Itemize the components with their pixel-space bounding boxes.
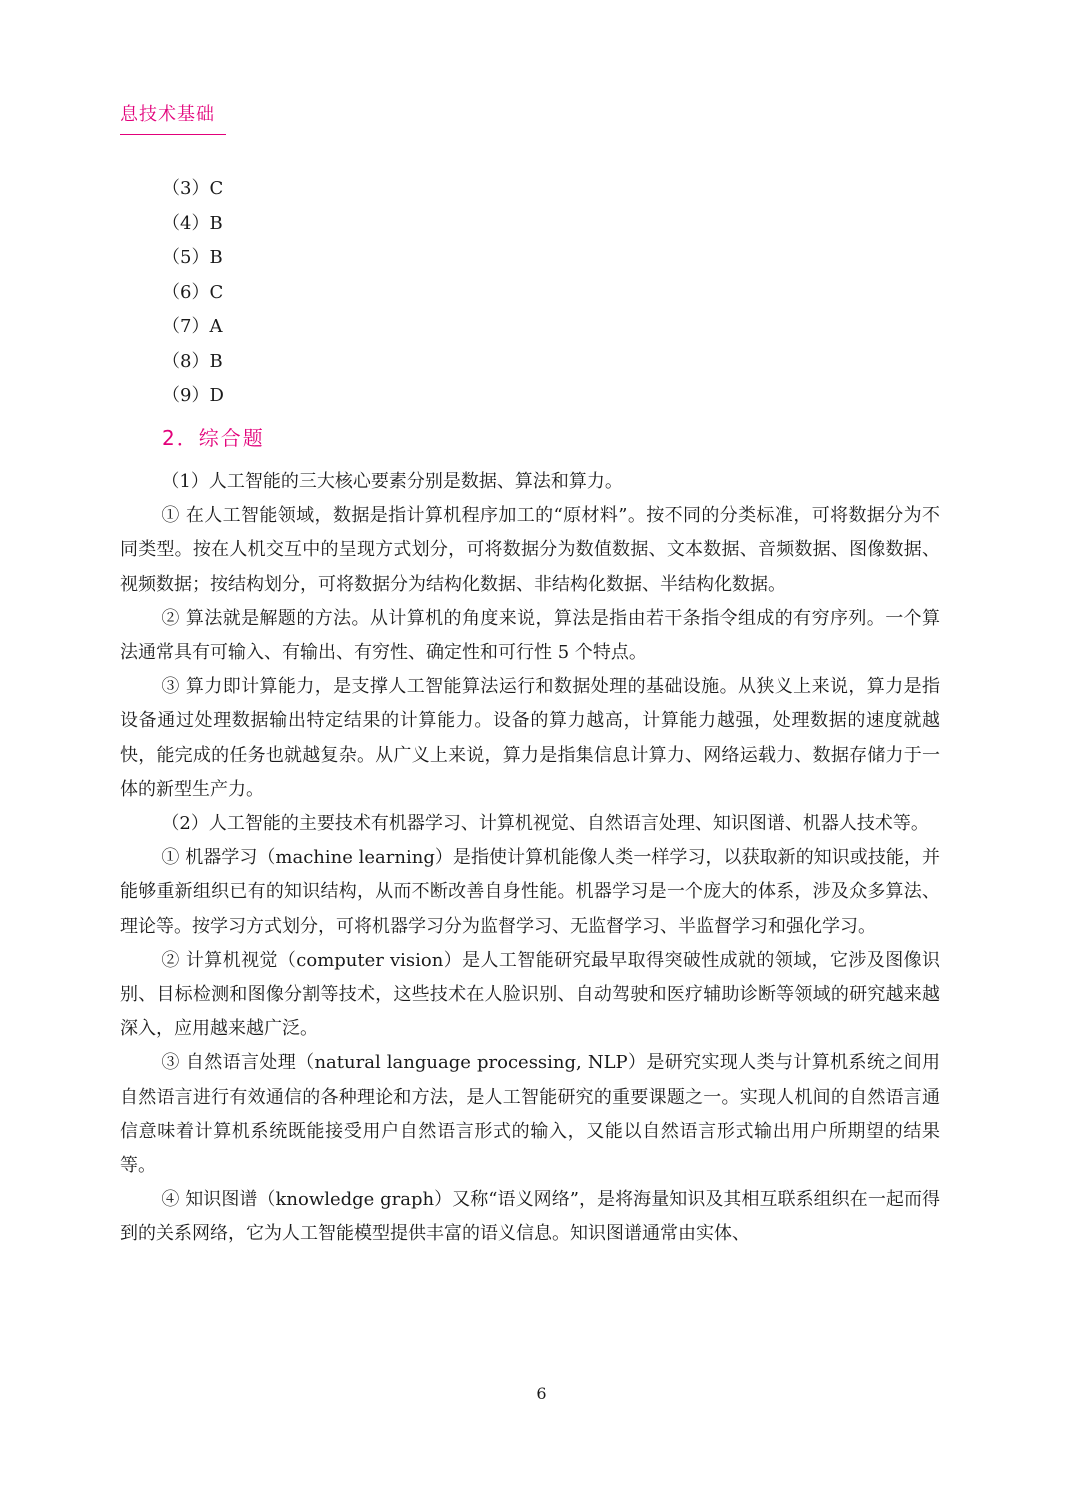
running-header-title: 息技术基础: [120, 104, 215, 125]
section-heading: 2．综合题: [162, 426, 265, 450]
paragraph: ① 在人工智能领域，数据是指计算机程序加工的“原材料”。按不同的分类标准，可将数据分为不同类型。按在人机交互中的呈现方式划分，可将数据分为数值数据、文本数据、音频数据、图像数据、视频数据；按结构划分，可将数据分为结构化数据、非结构化数据、半结构化数据。: [120, 505, 940, 595]
answer-item: （5）B: [162, 247, 223, 268]
paragraph: ④ 知识图谱（knowledge graph）又称“语义网络”，是将海量知识及其相互联系组织在一起而得到的关系网络，它为人工智能模型提供丰富的语义信息。知识图谱通常由实体、: [120, 1189, 940, 1245]
page-number: 6: [536, 1384, 547, 1403]
answer-item: （6）C: [162, 281, 224, 303]
paragraph: ③ 算力即计算能力，是支撑人工智能算法运行和数据处理的基础设施。从狭义上来说，算力是指设备通过处理数据输出特定结果的计算能力。设备的算力越高，计算能力越强，处理数据的速度就越快，能完成的任务也就越复杂。从广义上来说，算力是指集信息计算力、网络运载力、数据存储力于一体的新型生产力。: [120, 676, 940, 800]
answer-item: （7）A: [162, 316, 223, 337]
body-text: [120, 465, 940, 1252]
answer-item: （3）C: [162, 178, 224, 199]
answer-item: （8）B: [162, 350, 223, 372]
answer-item: （4）B: [162, 212, 223, 234]
running-header: [120, 100, 226, 135]
answer-item: （9）D: [162, 385, 224, 406]
paragraph: ③ 自然语言处理（natural language processing, NLP）是研究实现人类与计算机系统之间用自然语言进行有效通信的各种理论和方法，是人工智能研究的重要课题之一。实现人机间的自然语言通信意味着计算机系统既能接受用户自然语言形式的输入，又能以自然语言形式输出用户所期望的结果等。: [120, 1052, 940, 1177]
paragraph: （2）人工智能的主要技术有机器学习、计算机视觉、自然语言处理、知识图谱、机器人技术等。: [161, 813, 929, 835]
paragraph: ② 算法就是解题的方法。从计算机的角度来说，算法是指由若干条指令组成的有穷序列。一个算法通常具有可输入、有输出、有穷性、确定性和可行性 5 个特点。: [120, 607, 940, 664]
paragraph: ② 计算机视觉（computer vision）是人工智能研究最早取得突破性成就的领域，它涉及图像识别、目标检测和图像分割等技术，这些技术在人脸识别、自动驾驶和医疗辅助诊断等领域的研究越来越深入，应用越来越广泛。: [120, 949, 940, 1040]
paragraph: （1）人工智能的三大核心要素分别是数据、算法和算力。: [161, 471, 623, 492]
answer-list: [162, 172, 224, 414]
paragraph: ① 机器学习（machine learning）是指使计算机能像人类一样学习，以获取新的知识或技能，并能够重新组织已有的知识结构，从而不断改善自身性能。机器学习是一个庞大的体系，涉及众多算法、理论等。按学习方式划分，可将机器学习分为监督学习、无监督学习、半监督学习和强化学习。: [120, 847, 940, 937]
